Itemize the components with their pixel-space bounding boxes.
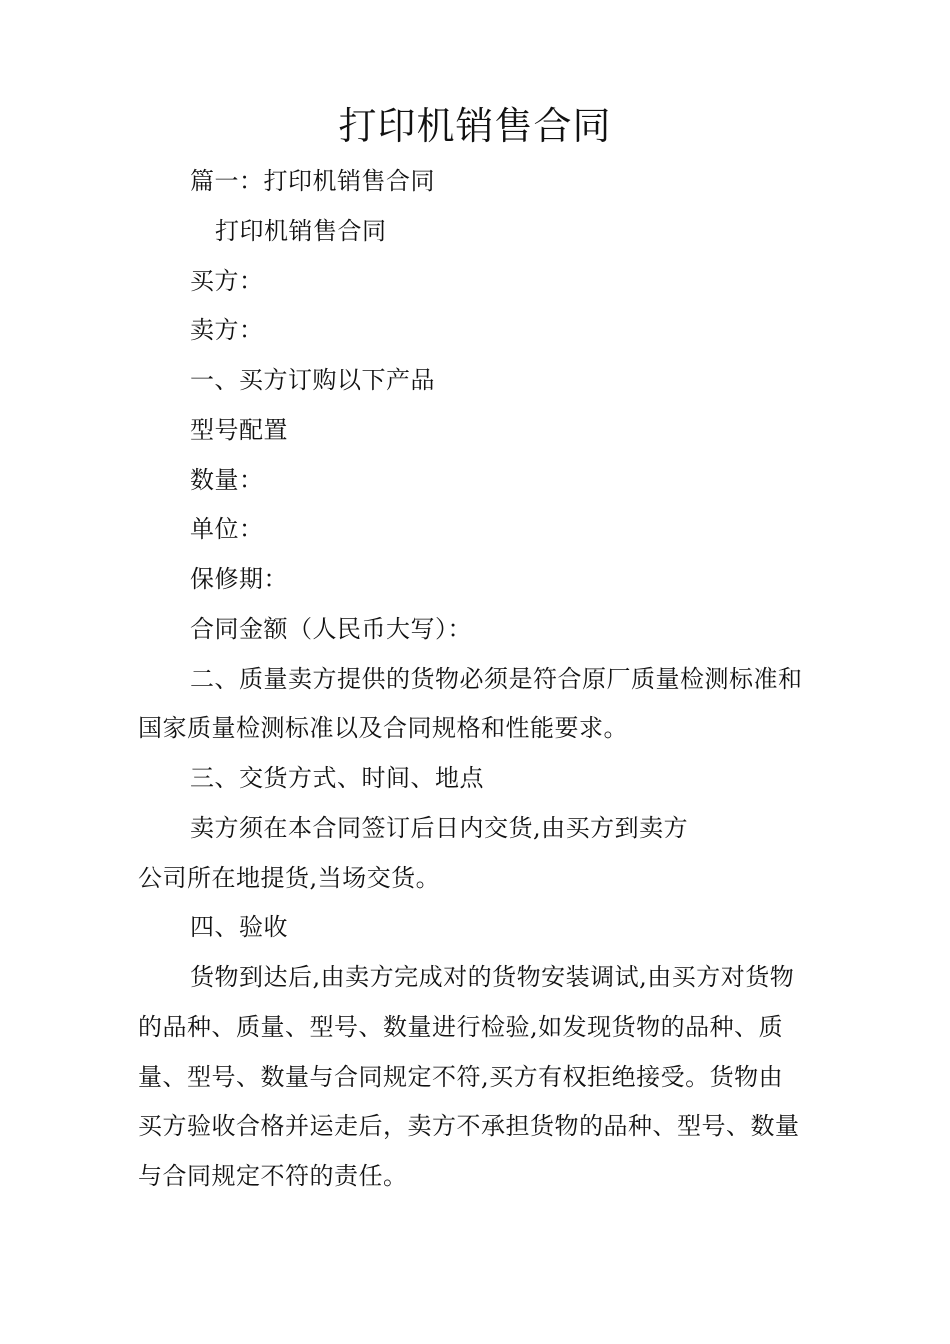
section-4-line-1: 货物到达后,由卖方完成对的货物安装调试,由买方对货物: [190, 963, 795, 991]
warranty-field: 保修期：: [190, 565, 288, 593]
quantity-field: 数量：: [190, 466, 264, 494]
contract-subtitle: 打印机销售合同: [215, 217, 387, 245]
buyer-field: 买方：: [190, 267, 264, 295]
document-title: 打印机销售合同: [338, 104, 612, 148]
section-4-heading: 四、验收: [190, 913, 288, 941]
section-4-line-5: 与合同规定不符的责任。: [138, 1162, 408, 1190]
unit-field: 单位：: [190, 515, 264, 543]
section-3-line-2: 公司所在地提货,当场交货。: [138, 864, 441, 892]
contract-amount-field: 合同金额（人民币大写）：: [190, 615, 472, 643]
section-2-line-1: 二、质量卖方提供的货物必须是符合原厂质量检测标准和: [190, 665, 803, 693]
model-config-field: 型号配置: [190, 416, 288, 444]
section-1-heading: 一、买方订购以下产品: [190, 366, 435, 394]
section-3-line-1: 卖方须在本合同签订后日内交货,由买方到卖方: [190, 814, 689, 842]
section-heading-part-one: 篇一：打印机销售合同: [190, 167, 435, 195]
section-2-line-2: 国家质量检测标准以及合同规格和性能要求。: [138, 714, 628, 742]
section-4-line-3: 量、型号、数量与合同规定不符,买方有权拒绝接受。货物由: [138, 1063, 784, 1091]
section-4-line-2: 的品种、质量、型号、数量进行检验,如发现货物的品种、质: [138, 1013, 784, 1041]
seller-field: 卖方：: [190, 316, 264, 344]
section-4-line-4: 买方验收合格并运走后，卖方不承担货物的品种、型号、数量: [138, 1112, 800, 1140]
section-3-heading: 三、交货方式、时间、地点: [190, 764, 484, 792]
